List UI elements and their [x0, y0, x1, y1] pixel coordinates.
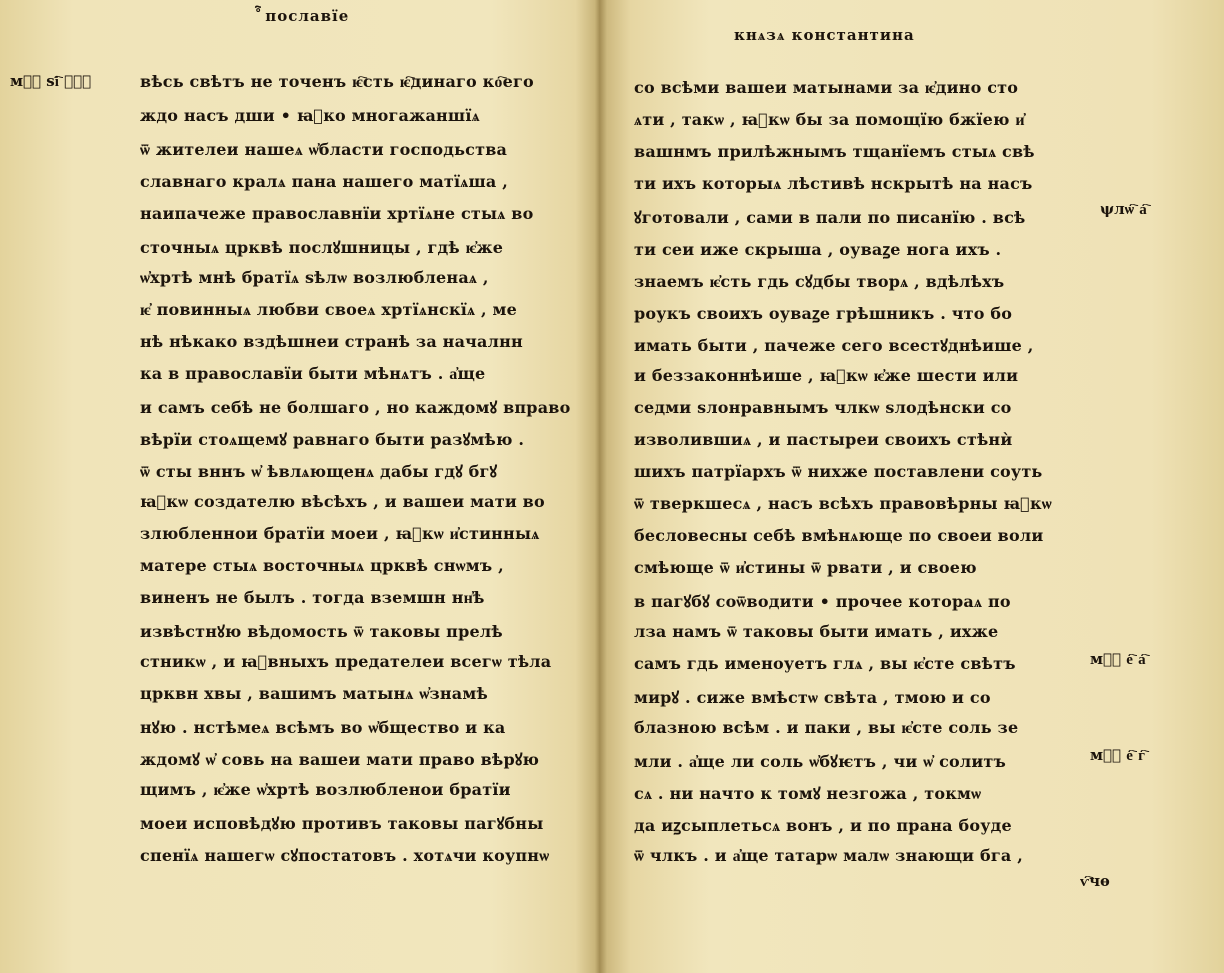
text-line: блазною всѣм . и паки , вы ѥ҆сте соль зе: [634, 718, 1019, 737]
text-line: вѣсь свѣтъ не точенъ ѥ҇сть ѥ҇динаго ко҇его: [140, 72, 534, 91]
right-margin-note: мⷶ҇ е҇ а҇: [1090, 650, 1146, 668]
text-line: да иꙁсыплетьсѧ вонъ , и по прана боуде: [634, 816, 1012, 835]
text-line: црквн хвы , вашимъ матынѧ ѡ҆знамѣ: [140, 684, 488, 703]
text-line: ждомꙋ ѡ҆ совь на вашеи мати право вѣрꙋю: [140, 750, 540, 769]
text-line: мирꙋ . сиже вмѣстѡ свѣта , тмою и со: [634, 688, 991, 707]
text-line: стникѡ , и ꙗ҆вныхъ предателеи всегѡ тѣла: [140, 652, 552, 671]
text-line: вѣрїи стоѧщемꙋ равнаго быти разꙋмѣю .: [140, 430, 525, 449]
text-line: седми ѕлонравнымъ члкѡ ѕлодѣнски со: [634, 398, 1012, 417]
text-line: со всѣми вашеи матынами за ѥ҆дино сто: [634, 78, 1019, 97]
text-line: ꙗ҆кѡ создателю вѣсѣхъ , и вашеи мати во: [140, 492, 545, 511]
text-line: в пагꙋбꙋ соѿводити • прочее котораѧ по: [634, 592, 1011, 611]
left-margin-note: мⷶ҇ ѕі҇ ꙁⷶ҇: [10, 72, 92, 90]
text-line: ка в православїи быти мѣнѧтъ . а҆ще: [140, 364, 486, 383]
text-line: лза намъ ѿ таковы быти имать , ихже: [634, 622, 999, 641]
text-line: имать быти , пачеже сего всестꙋднѣише ,: [634, 336, 1034, 355]
left-page: [0, 0, 600, 973]
text-line: виненъ не былъ . тогда вземшн нн҆ѣ: [140, 588, 485, 607]
text-line: роукъ своихъ оуваꙁе грѣшникъ . что бо: [634, 304, 1013, 323]
text-line: и беззаконнѣише , ꙗ҆кѡ ѥ҆же шести или: [634, 366, 1019, 385]
text-line: щимъ , ѥ҆же ѡ҆хртѣ возлюбленои братїи: [140, 780, 511, 799]
text-line: ѧти , такѡ , ꙗ҆кѡ бы за помощїю бжїею и҆: [634, 110, 1025, 129]
left-running-header: ⷪ҇ пославїе: [258, 7, 350, 25]
text-line: славнаго кралѧ пана нашего матїѧша ,: [140, 172, 508, 191]
text-line: и самъ себѣ не болшаго , но каждомꙋ вправо: [140, 398, 571, 417]
text-line: ѿ тверкшесѧ , насъ всѣхъ правовѣрны ꙗ҆кѡ: [634, 494, 1052, 513]
text-line: ѿ члкъ . и а҆ще татарѡ малѡ знающи бга ,: [634, 846, 1023, 865]
text-line: извѣстнꙋю вѣдомость ѿ таковы прелѣ: [140, 622, 503, 641]
text-line: ждо насъ дши • ꙗ҆ко многажаншїѧ: [140, 106, 480, 125]
text-line: ꙋготовали , сами в пали по писанїю . всѣ: [634, 208, 1026, 227]
text-line: матере стыѧ восточныѧ црквѣ снѡмъ ,: [140, 556, 504, 575]
text-line: смѣюще ѿ и҆стины ѿ рвати , и своею: [634, 558, 977, 577]
text-line: нꙋю . нстѣмеѧ всѣмъ во ѡ҆бщество и ка: [140, 718, 506, 737]
text-line: шихъ патрїархъ ѿ нихже поставлени соуть: [634, 462, 1043, 481]
text-line: моеи исповѣдꙋю противъ таковы пагꙋбны: [140, 814, 544, 833]
text-line: знаемъ ѥ҆сть гдь сꙋдбы творѧ , вдѣлѣхъ: [634, 272, 1005, 291]
text-line: ти сеи иже скрыша , оуваꙁе нога ихъ .: [634, 240, 1002, 259]
text-line: сточныѧ црквѣ послꙋшницы , гдѣ ѥ҆же: [140, 238, 504, 257]
text-line: злюбленнои братїи моеи , ꙗ҆кѡ и҆стинныѧ: [140, 524, 540, 543]
right-running-header: кнѧзѧ константина: [734, 26, 915, 44]
text-line: сѧ . ни начто к томꙋ незгожа , токмѡ: [634, 784, 982, 803]
text-line: ѿ сты вннъ ѡ҆ ѣвлѧющенѧ дабы гдꙋ бгꙋ: [140, 462, 498, 481]
text-line: бесловесны себѣ вмѣнѧюще по своеи воли: [634, 526, 1044, 545]
catchword-custos: ѵ҇чѳ: [1080, 872, 1110, 890]
text-line: наипачеже православнїи хртїѧне стыѧ во: [140, 204, 534, 223]
text-line: изволившиѧ , и пастыреи своихъ стѣнѝ: [634, 430, 1013, 449]
text-line: спенїѧ нашегѡ сꙋпостатовъ . хотѧчи коупнѡ: [140, 846, 550, 865]
text-line: ти ихъ которыѧ лѣстивѣ нскрытѣ на насъ: [634, 174, 1033, 193]
right-page: [612, 0, 1224, 973]
right-margin-note: мⷶ҇ е҇ г҇: [1090, 746, 1145, 764]
text-line: ѡ҆хртѣ мнѣ братїѧ ѕѣлѡ возлюбленаѧ ,: [140, 268, 489, 287]
text-line: ѥ҆ повинныѧ любви своеѧ хртїѧнскїѧ , ме: [140, 300, 517, 319]
text-line: ѿ жителеи нашеѧ ѡ҆бласти господьства: [140, 140, 508, 159]
text-line: вашнмъ прилѣжнымъ тщанїемъ стыѧ свѣ: [634, 142, 1035, 161]
right-margin-note: ψлѡ҇ а҇: [1100, 200, 1147, 218]
text-line: нѣ нѣкако вздѣшнеи странѣ за началнн: [140, 332, 523, 351]
text-line: самъ гдь именоуетъ глѧ , вы ѥ҆сте свѣтъ: [634, 654, 1016, 673]
text-line: мли . а҆ще ли соль ѡ҆бꙋѥтъ , чи ѡ҆ солитъ: [634, 752, 1007, 771]
